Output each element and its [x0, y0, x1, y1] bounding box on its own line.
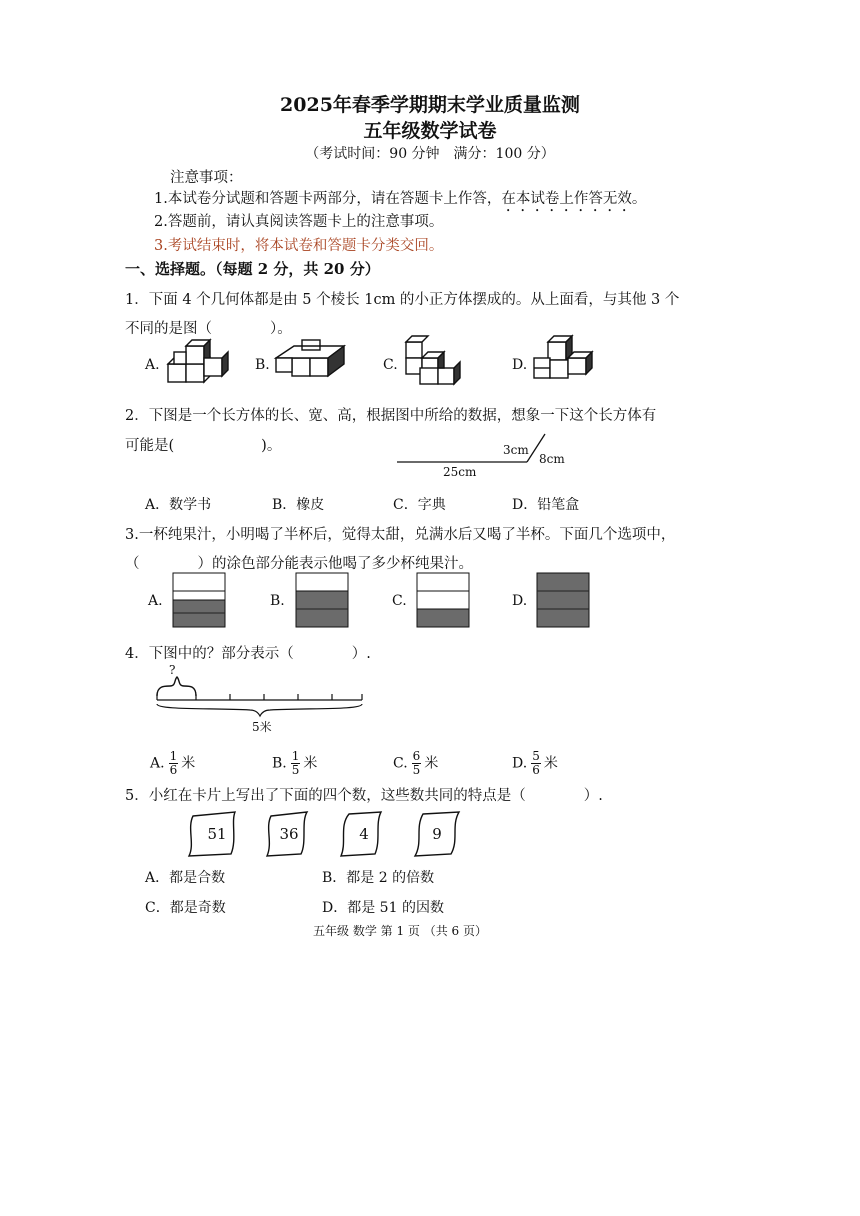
page-footer: 五年级 数学 第 1 页 （共 6 页）: [313, 924, 487, 938]
question-2-line-2: 可能是( )。: [125, 438, 282, 454]
section-points: （每题 2 分，共 20 分）: [215, 260, 380, 278]
q1-option-c-label: C.: [383, 357, 398, 373]
notice-item-1-emphasis: 在本试卷上作答无效: [501, 191, 632, 207]
question-2-line-1: 2．下图是一个长方体的长、宽、高，根据图中所给的数据，想象一下这个长方体有: [125, 408, 657, 424]
q3-option-a-label: A.: [148, 593, 163, 609]
q4-option-a-unit: 米: [181, 755, 196, 772]
q5-option-b: B．都是 2 的倍数: [322, 870, 435, 886]
question-5-line-1: 5．小红在卡片上写出了下面的四个数，这些数共同的特点是（ ）.: [125, 788, 603, 804]
q2-height-label: 8cm: [539, 452, 565, 466]
q4-total-label: 5米: [252, 720, 272, 734]
q3-box-b: [295, 572, 349, 628]
q4-option-a-letter: A.: [150, 755, 165, 772]
q3-box-d: [536, 572, 590, 628]
q4-option-a: [150, 750, 195, 777]
q1-option-d-label: D.: [512, 357, 528, 373]
q4-option-c-fraction: [412, 750, 422, 777]
notice-item-1-text: 1.本试卷分试题和答题卡两部分，请在答题卡上作答，: [154, 191, 502, 207]
q2-option-b: B．橡皮: [272, 497, 325, 513]
notice-item-2: 2.答题前，请认真阅读答题卡上的注意事项。: [154, 214, 444, 230]
q4-option-b-denominator: 5: [291, 763, 300, 777]
q2-option-a: A．数学书: [145, 497, 212, 513]
section-title-text: 一、选择题。: [125, 260, 216, 278]
question-1-line-2: 不同的是图（ ）。: [125, 321, 292, 337]
notice-item-3: 3.考试结束时，将本试卷和答题卡分类交回。: [154, 238, 444, 254]
question-3-line-2: （ ）的涂色部分能表示他喝了多少杯纯果汁。: [125, 556, 473, 572]
card-3-value: 4: [359, 825, 369, 843]
q4-option-c-numerator: 6: [412, 749, 421, 763]
q5-option-c: C．都是奇数: [145, 900, 226, 916]
question-3-line-1: 3.一杯纯果汁，小明喝了半杯后，觉得太甜，兑满水后又喝了半杯。下面几个选项中，: [125, 527, 676, 543]
q2-option-c: C．字典: [393, 497, 446, 513]
q3-box-c: [416, 572, 470, 628]
q4-option-c-denominator: 5: [412, 763, 421, 777]
notice-item-1-end: 。: [631, 191, 647, 207]
q4-option-c: [393, 750, 438, 777]
q1-figure-a: [160, 330, 235, 388]
q5-option-a: A．都是合数: [145, 870, 226, 886]
section-title: [125, 258, 380, 279]
q4-option-b-fraction: [291, 750, 301, 777]
exam-subtitle: 五年级数学试卷: [363, 120, 497, 142]
question-1-line-1: 1．下面 4 个几何体都是由 5 个棱长 1cm 的小正方体摆成的。从上面看，与其他 3 个: [125, 292, 680, 308]
q4-option-d: [512, 750, 558, 777]
q4-option-b-numerator: 1: [291, 749, 300, 763]
q4-option-b-unit: 米: [303, 755, 318, 772]
q1-figure-b: [272, 330, 357, 388]
q3-option-d-label: D.: [512, 593, 528, 609]
q4-option-d-unit: 米: [543, 755, 558, 772]
q4-option-d-numerator: 5: [532, 749, 540, 763]
q4-option-d-denominator: 6: [532, 763, 540, 777]
notice-heading: 注意事项：: [170, 170, 243, 186]
q2-width-label: 3cm: [503, 443, 529, 457]
q4-option-b: [272, 750, 317, 777]
q3-box-a: [172, 572, 226, 628]
q4-option-a-fraction: [169, 750, 179, 777]
q1-option-b-label: B.: [255, 357, 270, 373]
q4-question-mark: ?: [169, 663, 176, 677]
q3-option-c-label: C.: [392, 593, 407, 609]
card-1-value: 51: [207, 825, 227, 843]
card-4-value: 9: [432, 825, 442, 843]
question-4-line-1: 4．下图中的？部分表示（ ）.: [125, 646, 371, 662]
q4-option-a-denominator: 6: [169, 763, 178, 777]
q2-length-label: 25cm: [443, 465, 477, 479]
q5-option-d: D．都是 51 的因数: [322, 900, 444, 916]
q3-option-b-label: B.: [270, 593, 285, 609]
q4-option-b-letter: B.: [272, 755, 287, 772]
q4-option-d-fraction: [531, 750, 541, 777]
card-2-value: 36: [279, 825, 299, 843]
exam-title: 2025年春季学期期末学业质量监测: [280, 94, 580, 116]
q4-option-a-numerator: 1: [169, 749, 178, 763]
q4-option-c-unit: 米: [424, 755, 439, 772]
q4-number-line: [150, 672, 370, 722]
q4-option-d-letter: D.: [512, 755, 528, 772]
q2-dimension-diagram: [395, 430, 555, 470]
q1-figure-d: [528, 330, 603, 388]
q4-option-c-letter: C.: [393, 755, 408, 772]
exam-meta: （考试时间：90 分钟 满分：100 分）: [305, 146, 555, 162]
q1-option-a-label: A.: [145, 357, 160, 373]
q1-figure-c: [400, 330, 475, 388]
q2-option-d: D．铅笔盒: [512, 497, 580, 513]
